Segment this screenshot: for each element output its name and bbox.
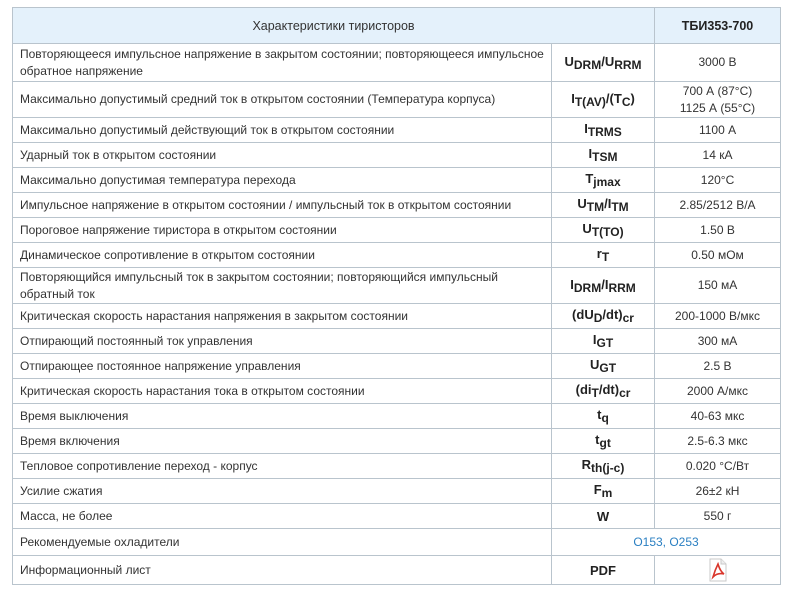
symbol-part: W (596, 508, 610, 524)
param-name: Усилие сжатия (13, 479, 552, 504)
table-row (13, 304, 781, 329)
pdf-file-icon (707, 558, 729, 582)
symbol-part: I (584, 121, 588, 136)
symbol-part: /U (601, 53, 615, 69)
param-name: Пороговое напряжение тиристора в открытом состоянии (13, 218, 552, 243)
symbol-part: R (581, 457, 592, 472)
symbol-part: m (601, 486, 613, 500)
value-line: 1125 А (55°C) (679, 100, 756, 115)
param-name: Критическая скорость нарастания тока в открытом состоянии (13, 379, 552, 404)
symbol-part: T (591, 386, 599, 400)
param-name: Отпирающее постоянное напряжение управления (13, 354, 552, 379)
param-value: 14 кА (655, 143, 781, 168)
param-value: 0.020 °С/Вт (655, 454, 781, 479)
symbol-part: GT (596, 336, 614, 350)
symbol-part: T (601, 250, 610, 264)
param-value: 300 мА (655, 329, 781, 354)
param-name: Время включения (13, 429, 552, 454)
table-row (13, 404, 781, 429)
symbol-part: gt (599, 436, 611, 450)
symbol-part: I (571, 90, 575, 106)
param-name: Отпирающий постоянный ток управления (13, 329, 552, 354)
table-row-coolers (13, 529, 781, 556)
param-name: Масса, не более (13, 504, 552, 529)
param-symbol (552, 193, 655, 218)
param-symbol (552, 454, 655, 479)
symbol-part: r (596, 246, 602, 261)
table-row (13, 329, 781, 354)
param-name: Тепловое сопротивление переход - корпус (13, 454, 552, 479)
symbol-part: TM (586, 200, 605, 214)
param-symbol (552, 304, 655, 329)
table-header-row (13, 8, 781, 44)
symbol-part: th(j-c) (591, 461, 625, 475)
param-name: Ударный ток в открытом состоянии (13, 143, 552, 168)
param-value: 26±2 кН (655, 479, 781, 504)
param-value (655, 82, 781, 118)
symbol-part: I (570, 276, 574, 292)
symbol-part: RRM (614, 57, 642, 72)
param-value: 200-1000 В/мкс (655, 304, 781, 329)
param-value: 2.5 В (655, 354, 781, 379)
param-name: Динамическое сопротивление в открытом состоянии (13, 243, 552, 268)
param-name: Повторяющийся импульсный ток в закрытом состоянии; повторяющийся импульсный обратный ток (13, 268, 552, 304)
symbol-part: t (597, 407, 602, 422)
symbol-part: /dt) (602, 307, 623, 322)
param-name: Максимально допустимый средний ток в открытом состоянии (Температура корпуса) (13, 82, 552, 118)
param-value: 40-63 мкс (655, 404, 781, 429)
coolers-links (552, 529, 781, 556)
symbol-part: T (585, 171, 594, 186)
symbol-part: F (593, 482, 602, 497)
param-value: 2000 А/мкс (655, 379, 781, 404)
symbol-part: TM (611, 200, 629, 214)
symbol-part: D (593, 311, 603, 325)
param-value: 2.85/2512 В/А (655, 193, 781, 218)
param-value: 0.50 мОм (655, 243, 781, 268)
param-name: Критическая скорость нарастания напряжения в закрытом состоянии (13, 304, 552, 329)
symbol-part: U (564, 53, 574, 69)
table-row (13, 143, 781, 168)
table-row (13, 168, 781, 193)
param-symbol (552, 44, 655, 82)
symbol-part: T(AV) (574, 94, 606, 109)
table-row (13, 354, 781, 379)
param-symbol (552, 268, 655, 304)
table-row (13, 218, 781, 243)
param-symbol (552, 118, 655, 143)
param-name: Информационный лист (13, 556, 552, 585)
param-name: Время выключения (13, 404, 552, 429)
symbol-part: TSM (592, 150, 618, 164)
symbol-part: T(TO) (591, 225, 624, 239)
symbol-part: I (592, 332, 597, 347)
param-name: Повторяющееся импульсное напряжение в закрытом состоянии; повторяющееся импульсное обратное напряжение (13, 44, 552, 82)
param-value: 3000 В (655, 44, 781, 82)
symbol-part: I (588, 146, 593, 161)
symbol-part: /dt) (598, 382, 620, 397)
table-row (13, 504, 781, 529)
param-symbol (552, 504, 655, 529)
table-row-datasheet (13, 556, 781, 585)
table-row (13, 44, 781, 82)
param-name: Импульсное напряжение в открытом состоянии / импульсный ток в открытом состоянии (13, 193, 552, 218)
param-name: Максимально допустимая температура перехода (13, 168, 552, 193)
table-row (13, 429, 781, 454)
table-row (13, 118, 781, 143)
symbol-part: /I (604, 196, 612, 211)
param-name: Рекомендуемые охладители (13, 529, 552, 556)
param-symbol (552, 479, 655, 504)
cooler-link-o253[interactable]: О253 (669, 535, 699, 549)
table-row (13, 379, 781, 404)
header-model: ТБИ353-700 (655, 8, 781, 44)
symbol-part: ) (630, 90, 635, 106)
param-symbol (552, 404, 655, 429)
symbol-part: U (582, 221, 592, 236)
param-symbol (552, 354, 655, 379)
symbol-part: (di (575, 382, 592, 397)
param-value: 550 г (655, 504, 781, 529)
symbol-part: U (589, 357, 600, 372)
param-symbol (552, 218, 655, 243)
pdf-label: PDF (552, 556, 655, 585)
symbol-part: cr (622, 311, 634, 325)
param-symbol (552, 82, 655, 118)
symbol-part: GT (599, 361, 617, 375)
table-body (13, 44, 781, 585)
value-line: 700 А (87°C) (682, 83, 753, 98)
pdf-download-link[interactable] (707, 562, 729, 576)
param-name: Максимально допустимый действующий ток в открытом состоянии (13, 118, 552, 143)
table-row (13, 193, 781, 218)
table-row (13, 243, 781, 268)
param-symbol (552, 243, 655, 268)
param-value: 120°C (655, 168, 781, 193)
param-value: 2.5-6.3 мкс (655, 429, 781, 454)
param-symbol (552, 329, 655, 354)
param-value: 150 мА (655, 268, 781, 304)
symbol-part: cr (619, 386, 631, 400)
param-symbol (552, 429, 655, 454)
symbol-part: t (595, 432, 600, 447)
param-value: 1.50 В (655, 218, 781, 243)
param-value: 1100 А (655, 118, 781, 143)
symbol-part: /(T (605, 90, 622, 106)
table-row (13, 454, 781, 479)
symbol-part: U (577, 196, 587, 211)
table-row (13, 268, 781, 304)
param-symbol (552, 168, 655, 193)
header-characteristics: Характеристики тиристоров (13, 8, 655, 44)
link-separator: , (662, 535, 670, 549)
param-symbol (552, 379, 655, 404)
symbol-part: q (601, 411, 609, 425)
cooler-link-o153[interactable]: О153 (633, 535, 663, 549)
symbol-part: RRM (608, 280, 636, 295)
symbol-part: TRMS (587, 125, 622, 139)
thyristor-specs-table (12, 7, 781, 585)
param-symbol (552, 143, 655, 168)
symbol-part: /I (601, 276, 609, 292)
symbol-part: DRM (573, 280, 602, 295)
datasheet-download-cell (655, 556, 781, 585)
symbol-part: (dU (572, 307, 594, 322)
table-row (13, 479, 781, 504)
symbol-part: DRM (573, 57, 602, 72)
table-row (13, 82, 781, 118)
symbol-part: C (621, 94, 631, 109)
symbol-part: jmax (593, 175, 621, 189)
